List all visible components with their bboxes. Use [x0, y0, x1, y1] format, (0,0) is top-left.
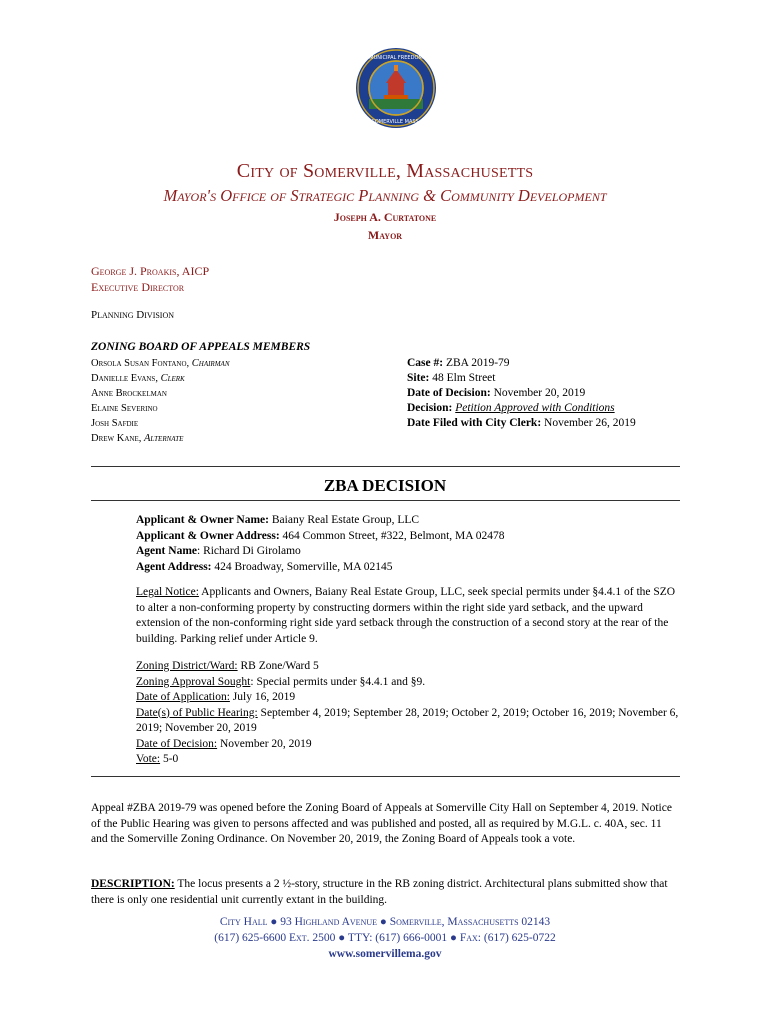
- footer: [0, 914, 770, 962]
- appeal-paragraph: Appeal #ZBA 2019-79 was opened before the Zoning Board of Appeals at Somerville City Hall on September 4, 2019. Notice of the Public Hearing was given to persons affected and was published and posted, all as required by M.G.L. c. 40A, sec. 11 and the Somerville Zoning Ordinance. On November 20, 2019, the Zoning Board of Appeals took a vote.: [91, 802, 672, 845]
- member-item: Josh Safdie: [91, 418, 139, 429]
- svg-text:MUNICIPAL FREEDOM: MUNICIPAL FREEDOM: [369, 55, 423, 61]
- member-item: Orsola Susan Fontano, Chairman: [91, 358, 230, 369]
- board-heading: ZONING BOARD OF APPEALS MEMBERS: [91, 341, 311, 353]
- office-title: Mayor's Office of Strategic Planning & Community Development: [163, 186, 607, 205]
- case-number: Case #: ZBA 2019-79: [407, 357, 510, 369]
- case-decision-date: Date of Decision: November 20, 2019: [407, 387, 586, 399]
- city-seal-icon: [355, 47, 437, 129]
- director-name: George J. Proakis, AICP: [91, 264, 210, 278]
- vote: Vote: 5-0: [136, 753, 179, 765]
- case-site: Site: 48 Elm Street: [407, 372, 496, 384]
- mayor-name: Joseph A. Curtatone: [333, 210, 437, 224]
- case-info: [407, 356, 636, 431]
- zoning-district: Zoning District/Ward: RB Zone/Ward 5: [136, 660, 319, 672]
- member-item: Danielle Evans, Clerk: [91, 373, 185, 384]
- application-date: Date of Application: July 16, 2019: [136, 691, 296, 703]
- executive-director-block: [91, 263, 209, 295]
- footer-phone: (617) 625-6600 Ext. 2500 ● TTY: (617) 666-0001 ● Fax: (617) 625-0722: [214, 932, 556, 944]
- zoning-details: [136, 659, 681, 768]
- decision-date: Date of Decision: November 20, 2019: [136, 737, 312, 750]
- hearing-dates: Date(s) of Public Hearing: September 4, 2019; September 28, 2019; October 2, 2019; October 16, 2019; November 6, 2019; November 20, 2019: [136, 706, 679, 734]
- divider: [91, 466, 680, 467]
- zoning-approval: Zoning Approval Sought: Special permits under §4.4.1 and §9.: [136, 675, 426, 688]
- applicant-address: Applicant & Owner Address: 464 Common Street, #322, Belmont, MA 02478: [136, 529, 505, 542]
- agent-address: Agent Address: 424 Broadway, Somerville, MA 02145: [136, 560, 393, 573]
- case-decision: Decision: Petition Approved with Conditions: [407, 402, 615, 414]
- member-item: Anne Brockelman: [91, 388, 167, 399]
- board-members-list: [91, 356, 229, 446]
- member-item: Drew Kane, Alternate: [91, 433, 184, 444]
- director-title: Executive Director: [91, 280, 185, 294]
- divider: [91, 500, 680, 501]
- division-label: Planning Division: [91, 309, 175, 321]
- description-paragraph: DESCRIPTION: The locus presents a 2 ½-story, structure in the RB zoning district. Architectural plans submitted show that there is only one residential unit currently extant in the building.: [91, 878, 668, 906]
- footer-address: City Hall ● 93 Highland Avenue ● Somerville, Massachusetts 02143: [219, 916, 551, 928]
- legal-notice: Legal Notice: Applicants and Owners, Baiany Real Estate Group, LLC, seek special permits under §4.4.1 of the SZO to alter a non-conforming property by constructing dormers within the right side yard setback, and the upward extension of the non-conforming right side yard setback through the construction of a second story at the rear of the building. Parking relief under Article 9.: [136, 586, 676, 645]
- zba-decision-title: ZBA DECISION: [323, 476, 447, 495]
- divider: [91, 776, 680, 777]
- applicant-block: [136, 513, 505, 575]
- case-filed-date: Date Filed with City Clerk: November 26, 2019: [407, 417, 636, 429]
- agent-name: Agent Name: Richard Di Girolamo: [136, 545, 301, 557]
- member-item: Elaine Severino: [91, 403, 158, 414]
- footer-website-link[interactable]: www.somervillema.gov: [328, 948, 442, 960]
- mayor-title: Mayor: [367, 228, 403, 242]
- applicant-name: Applicant & Owner Name: Baiany Real Estate Group, LLC: [136, 514, 420, 526]
- svg-text:SOMERVILLE MASS.: SOMERVILLE MASS.: [371, 119, 421, 125]
- city-title: City of Somerville, Massachusetts: [236, 160, 534, 182]
